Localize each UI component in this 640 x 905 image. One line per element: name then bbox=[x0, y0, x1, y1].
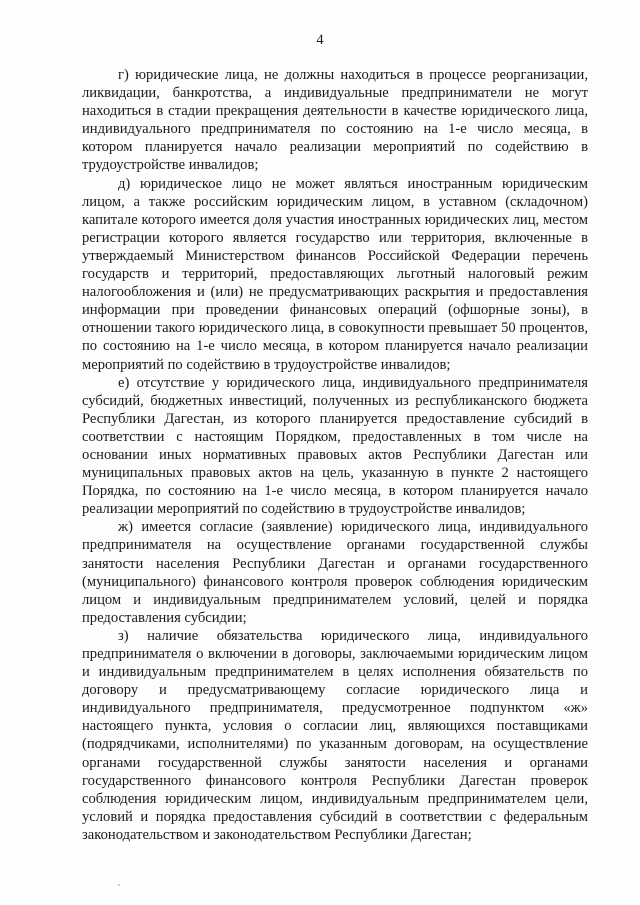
paragraph-z: з) наличие обязательства юридического лица, индивидуального предпринимателя о включении в договоры, заключаемыми юридическим лицом и индивидуальным предпринимателем в целях исполнения обязательств по договору и предусматривающему согласие юридического лица и индивидуального предпринимателя, предусмотренное подпунктом «ж» настоящего пункта, условия о согласии лиц, являющихся поставщиками (подрядчиками, исполнителями) по указанным договорам, на осуществление органами государственной службы занятости населения и органами государственного финансового контроля Республики Дагестан проверок соблюдения юридическим лицом, индивидуальным предпринимателем цели, условий и порядка предоставления субсидий в соответствии с федеральным законодательством и законодательством Республики Дагестан; bbox=[82, 627, 588, 843]
paragraph-d: д) юридическое лицо не может являться иностранным юридическим лицом, а также российским юридическим лицом, в уставном (складочном) капитале которого имеется доля участия иностранных юридических лиц, местом регистрации которого является государство или территория, включенные в утверждаемый Министерством финансов Российской Федерации перечень государств и территорий, предоставляющих льготный налоговый режим налогообложения и (или) не предусматривающих раскрытия и предоставления информации при проведении финансовых операций (офшорные зоны), в отношении такого юридического лица, в совокупности превышает 50 процентов, по состоянию на 1-е число месяца, в котором планируется начало реализации мероприятий по содействию в трудоустройстве инвалидов; bbox=[82, 175, 588, 373]
paragraph-e: е) отсутствие у юридического лица, индивидуального предпринимателя субсидий, бюджетных инвестиций, полученных из республиканского бюджета Республики Дагестан, из которого планируется предоставление субсидий в соответствии с настоящим Порядком, предоставленных в том числе на основании иных нормативных правовых актов Республики Дагестан или муниципальных правовых актов на цель, указанную в пункте 2 настоящего Порядка, по состоянию на 1-е число месяца, в котором планируется начало реализации мероприятий по содействию в трудоустройстве инвалидов; bbox=[82, 374, 588, 518]
document-body bbox=[82, 66, 588, 844]
paragraph-zh: ж) имеется согласие (заявление) юридического лица, индивидуального предпринимателя на осуществление органами государственной службы занятости населения Республики Дагестан и органами государственного (муниципального) финансового контроля проверок соблюдения юридическим лицом и индивидуальным предпринимателем условий, целей и порядка предоставления субсидии; bbox=[82, 519, 588, 626]
page-number: 4 bbox=[316, 32, 324, 48]
scan-speck bbox=[118, 884, 120, 886]
paragraph-g: г) юридические лица, не должны находиться в процессе реорганизации, ликвидации, банкротства, а индивидуальные предприниматели не могут находиться в стадии прекращения деятельности в качестве юридического лица, индивидуального предпринимателя по состоянию на 1-е число месяца, в котором планируется начало реализации мероприятий по содействию в трудоустройстве инвалидов; bbox=[82, 67, 588, 174]
